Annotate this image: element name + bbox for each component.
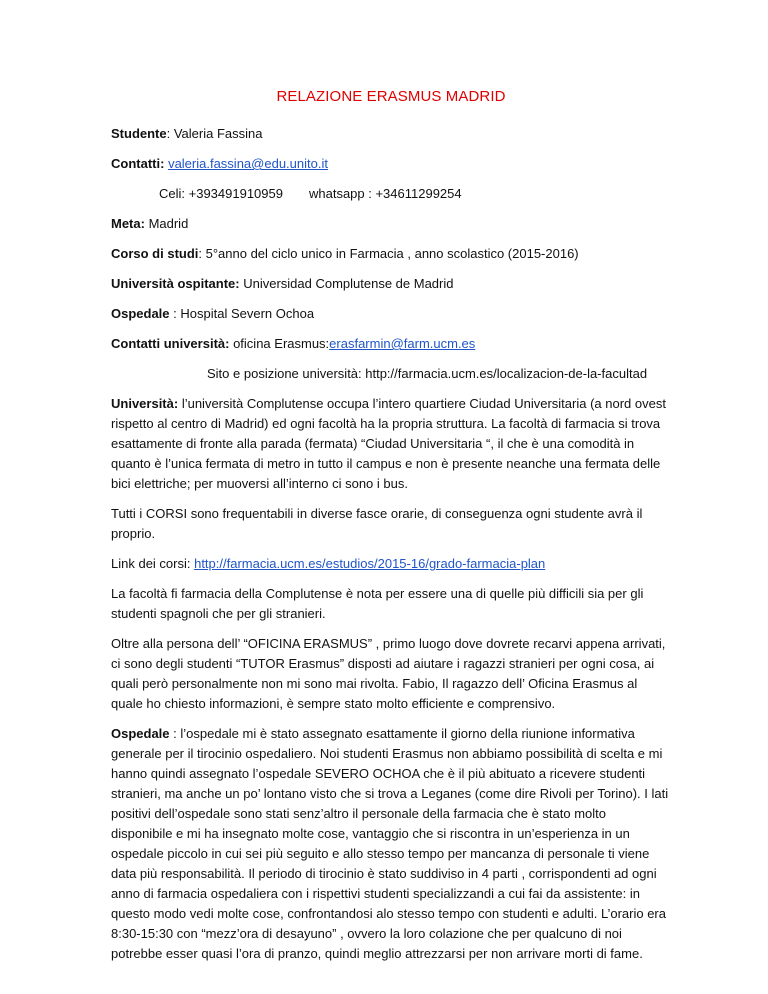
university-email-link[interactable]: erasfarmin@farm.ucm.es xyxy=(329,336,476,351)
universita-ospitante-line xyxy=(111,274,671,294)
ospedale-paragraph xyxy=(111,724,671,964)
sito-line: Sito e posizione università: http://farmacia.ucm.es/localizacion-de-la-facultad xyxy=(207,366,648,381)
document-content xyxy=(111,86,671,974)
universita-text: l’università Complutense occupa l’intero quartiere Ciudad Universitaria (a nord ovest rispetto al centro di Madrid) ed ogni facoltà ha la propria struttura. La facoltà di farmacia si trova esattamente di fronte alla parada (fermata) “Ciudad Universitaria “, il che è una comodità in quanto è l’unica fermata di metro in tutto il campus e non è presente neanche una fermata delle bici elettriche; per muoversi all’interno ci sono i bus. xyxy=(111,396,666,491)
studente-line xyxy=(111,124,671,144)
cell-number: Celi: +393491910959 xyxy=(159,186,283,201)
contatti-line xyxy=(111,154,671,174)
studente-value: : Valeria Fassina xyxy=(166,126,263,141)
universita-label: Università: xyxy=(111,396,179,411)
link-corsi-label: Link dei corsi: xyxy=(111,556,195,571)
corso-label: Corso di studi xyxy=(111,246,199,261)
corsi-paragraph: Tutti i CORSI sono frequentabili in diverse fasce orarie, di conseguenza ogni studente avrà il proprio. xyxy=(111,506,643,541)
student-email-link[interactable]: valeria.fassina@edu.unito.it xyxy=(168,156,328,171)
meta-value: Madrid xyxy=(144,216,189,231)
meta-line xyxy=(111,214,671,234)
whatsapp-number: whatsapp : +34611299254 xyxy=(308,186,462,201)
link-corsi-line xyxy=(111,554,671,574)
contatti-universita-label: Contatti università: xyxy=(111,336,230,351)
ospedale-value: : Hospital Severn Ochoa xyxy=(169,306,315,321)
universita-ospitante-value: Universidad Complutense de Madrid xyxy=(239,276,454,291)
universita-ospitante-label: Università ospitante: xyxy=(111,276,240,291)
universita-paragraph xyxy=(111,394,671,494)
corsi-url-link[interactable]: http://farmacia.ucm.es/estudios/2015-16/grado-farmacia-plan xyxy=(194,556,546,571)
contatti-label: Contatti: xyxy=(111,156,165,171)
corso-line xyxy=(111,244,671,264)
meta-label: Meta: xyxy=(111,216,145,231)
contatti-universita-value: oficina Erasmus: xyxy=(229,336,330,351)
studente-label: Studente xyxy=(111,126,167,141)
facolta-paragraph: La facoltà fi farmacia della Complutense è nota per essere una di quelle più difficili sia per gli studenti spagnoli che per gli stranieri. xyxy=(111,586,644,621)
ospedale-para-text: : l’ospedale mi è stato assegnato esattamente il giorno della riunione informativa generale per il tirocinio ospedaliero. Noi studenti Erasmus non abbiamo possibilità di scelta e mi hanno quindi assegnato l’ospedale SEVERO OCHOA che è il più abituato a ricevere studenti stranieri, ma anche un po’ lontano visto che si trova a Leganes (come dire Rivoli per Torino). I lati positivi dell’ospedale sono stati senz’altro il personale della farmacia che è stato molto disponibile e mi ha insegnato molte cose, vantaggio che si riscontra in un’esperienza in un ospedale piccolo in cui sei più seguito e allo stesso tempo per mancanza di personale ti viene data più responsabilità. Il periodo di tirocinio è stato suddiviso in 4 parti , corrispondenti ad ogni anno di farmacia ospedaliera con i rispettivi studenti specializzandi a cui fai da assistente: in questo modo vedi molte cose, confrontandosi alo stesso tempo con studenti e adulti. L’orario era 8:30-15:30 con “mezz’ora di desayuno” , ovvero la loro colazione che per qualcuno di noi potrebbe esser quasi l’ora di pranzo, quindi meglio attrezzarsi per non arrivare morti di fame. xyxy=(111,726,669,961)
ospedale-line xyxy=(111,304,671,324)
ospedale-label: Ospedale xyxy=(111,306,170,321)
oficina-paragraph: Oltre alla persona dell’ “OFICINA ERASMUS” , primo luogo dove dovrete recarvi appena arrivati, ci sono degli studenti “TUTOR Erasmus” disposti ad aiutare i ragazzi stranieri per ogni cosa, ai quali però personalmente non mi sono mai rivolta. Fabio, Il ragazzo dell’ Oficina Erasmus al quale ho chiesto informazioni, è sempre stato molto efficiente e comprensivo. xyxy=(111,636,666,711)
document-title: RELAZIONE ERASMUS MADRID xyxy=(276,88,506,105)
ospedale-para-label: Ospedale xyxy=(111,726,170,741)
phones-line xyxy=(111,184,671,204)
contatti-universita-line xyxy=(111,334,671,354)
corso-value: : 5°anno del ciclo unico in Farmacia , anno scolastico (2015-2016) xyxy=(198,246,579,261)
